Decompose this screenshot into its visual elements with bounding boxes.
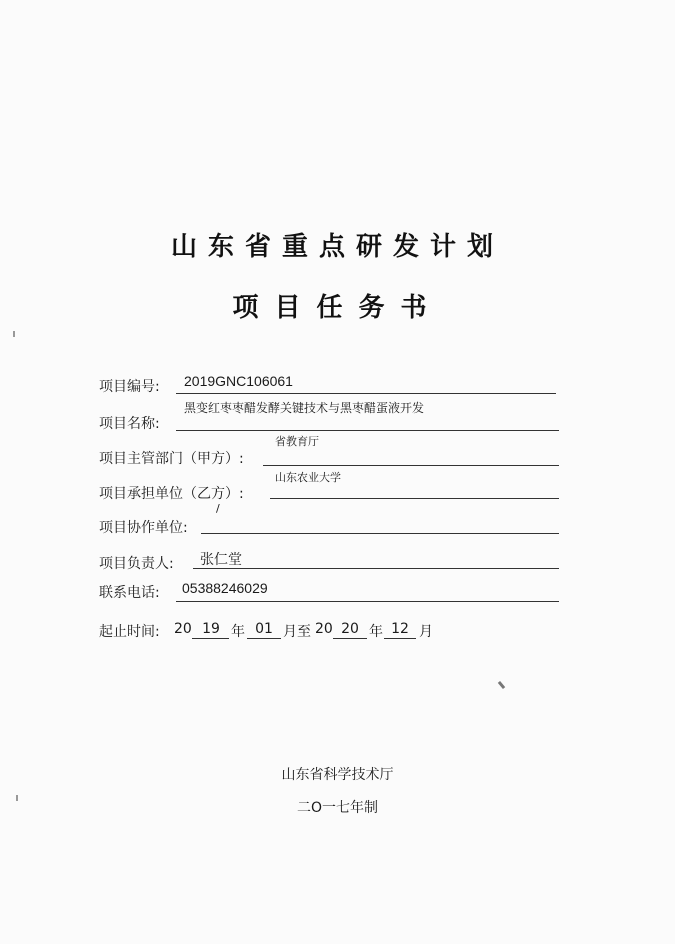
period-month-char: 月 xyxy=(419,624,433,640)
supervisor-label: 项目主管部门（甲方）: xyxy=(99,451,244,467)
leader-value: 张仁堂 xyxy=(200,552,242,568)
period-start-year-underline xyxy=(192,638,229,639)
period-start-month-underline xyxy=(247,638,281,639)
period-end-year: 20 xyxy=(341,621,359,637)
scan-speck xyxy=(13,331,15,337)
period-end-century: 20 xyxy=(315,621,333,637)
period-label: 起止时间: xyxy=(99,624,160,640)
issue-date: 二O一七年制 xyxy=(296,800,379,816)
period-end-month: 12 xyxy=(391,621,409,637)
cooperator-value: / xyxy=(216,502,220,515)
cooperator-underline xyxy=(201,533,559,534)
project-name-underline xyxy=(176,430,559,431)
period-month-to: 月至 xyxy=(283,624,311,640)
period-year-char-1: 年 xyxy=(231,624,245,640)
document-subtitle: 项目任务书 xyxy=(232,293,443,323)
supervisor-underline xyxy=(263,465,559,466)
project-name-label: 项目名称: xyxy=(99,416,160,432)
phone-value: 05388246029 xyxy=(182,580,268,596)
period-start-year: 19 xyxy=(202,621,220,637)
period-start-century: 20 xyxy=(174,621,192,637)
project-name-value: 黑变红枣枣醋发酵关键技术与黑枣醋蛋液开发 xyxy=(184,401,425,415)
issuer: 山东省科学技术厅 xyxy=(281,767,394,783)
phone-label: 联系电话: xyxy=(99,585,160,601)
leader-label: 项目负责人: xyxy=(99,556,174,572)
cooperator-label: 项目协作单位: xyxy=(99,520,188,536)
project-number-value: 2019GNC106061 xyxy=(184,373,293,389)
period-start-month: 01 xyxy=(255,621,273,637)
undertaker-label: 项目承担单位（乙方）: xyxy=(99,486,244,502)
undertaker-value: 山东农业大学 xyxy=(275,471,341,484)
scan-speck xyxy=(498,681,505,689)
period-end-month-underline xyxy=(384,638,416,639)
document-title: 山东省重点研发计划 xyxy=(170,232,504,262)
supervisor-value: 省教育厅 xyxy=(275,435,319,448)
scan-speck xyxy=(16,795,18,801)
period-row xyxy=(99,621,160,641)
period-year-char-2: 年 xyxy=(369,624,383,640)
leader-underline xyxy=(193,568,559,569)
project-number-underline xyxy=(176,393,556,394)
period-end-year-underline xyxy=(333,638,367,639)
phone-underline xyxy=(176,601,559,602)
undertaker-underline xyxy=(270,498,559,499)
project-number-label: 项目编号: xyxy=(99,379,160,395)
